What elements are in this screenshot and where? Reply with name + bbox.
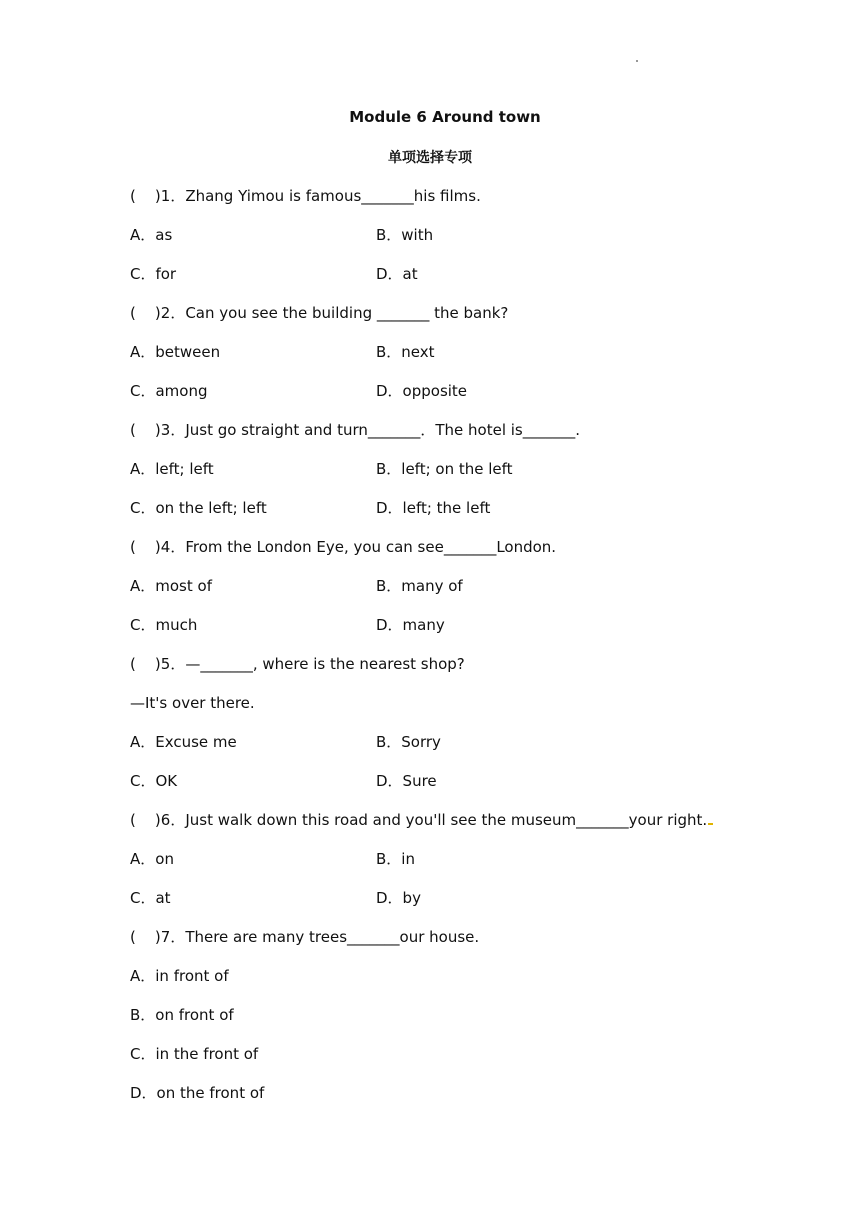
- question-2-option-c: C．among: [130, 382, 208, 400]
- question-3-option-a: A．left; left: [130, 460, 214, 478]
- question-7-option-b: B．on front of: [130, 1006, 234, 1024]
- question-1-option-b: B．with: [376, 226, 434, 244]
- question-5-option-b: B．Sorry: [376, 733, 441, 751]
- question-5-response: —It's over there.: [130, 694, 255, 712]
- question-3-option-c: C．on the left; left: [130, 499, 267, 517]
- question-2-stem: ( )2．Can you see the building _______ the bank?: [130, 304, 509, 322]
- question-1-stem: ( )1．Zhang Yimou is famous_______his films.: [130, 187, 481, 205]
- question-5-option-a: A．Excuse me: [130, 733, 237, 751]
- question-7-option-d: D．on the front of: [130, 1084, 265, 1102]
- question-4-stem: ( )4．From the London Eye, you can see_______London.: [130, 538, 557, 556]
- question-6-option-d: D．by: [376, 889, 421, 907]
- question-7-stem: ( )7．There are many trees_______our house.: [130, 928, 480, 946]
- question-6-option-b: B．in: [376, 850, 415, 868]
- question-1-option-a: A．as: [130, 226, 173, 244]
- question-7-option-a: A．in front of: [130, 967, 229, 985]
- question-4-option-c: C．much: [130, 616, 198, 634]
- question-1-option-d: D．at: [376, 265, 418, 283]
- question-4-option-a: A．most of: [130, 577, 212, 595]
- page-subtitle: 单项选择专项: [388, 150, 472, 166]
- question-4-option-b: B．many of: [376, 577, 463, 595]
- question-7-option-c: C．in the front of: [130, 1045, 259, 1063]
- question-6-option-c: C．at: [130, 889, 171, 907]
- question-2-option-a: A．between: [130, 343, 221, 361]
- question-2-option-d: D．opposite: [376, 382, 468, 400]
- question-6-option-a: A．on: [130, 850, 174, 868]
- question-1-option-c: C．for: [130, 265, 177, 283]
- question-3-option-d: D．left; the left: [376, 499, 491, 517]
- question-5-option-c: C．OK: [130, 772, 178, 790]
- question-5-option-d: D．Sure: [376, 772, 437, 790]
- question-2-option-b: B．next: [376, 343, 435, 361]
- question-3-option-b: B．left; on the left: [376, 460, 513, 478]
- question-5-stem: ( )5．—_______, where is the nearest shop?: [130, 655, 465, 673]
- question-4-option-d: D．many: [376, 616, 445, 634]
- edit-mark: [708, 823, 713, 825]
- question-6-stem-line: [130, 810, 713, 830]
- question-6-stem: ( )6．Just walk down this road and you'll see the museum_______your right.: [130, 811, 708, 829]
- page-dot: [636, 60, 638, 62]
- question-3-stem: ( )3．Just go straight and turn_______．The hotel is_______.: [130, 421, 581, 439]
- page-title: Module 6 Around town: [349, 108, 541, 126]
